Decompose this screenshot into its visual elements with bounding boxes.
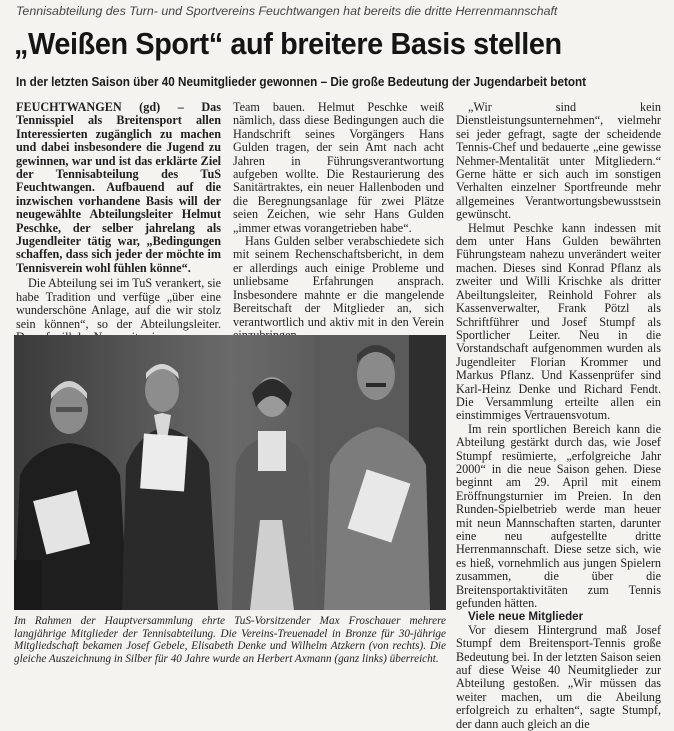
award-photo-illustration bbox=[14, 335, 446, 610]
body-paragraph: Helmut Peschke kann indessen mit dem unter Hans Gulden bewährten Führungsteam nahezu unverändert weiter machen. Dieses sind Konrad Pflanz als zweiter und Willi Krischke als dritter Abeiltungsleiter, Reinhold Fohrer als Kassenverwalter, Frank Pötzl als Schriftführer und Josef Stumpf als Sportlicher Leiter. Neu in die Vorstandschaft aufgenommen wurden als Jugendleiter Florian Krommer und Markus Pflanz. Und Kassenprüfer sind Karl-Heinz Denke und Richard Fendt. Die Versammlung erteilte allen ein einstimmiges Vertrauensvotum. bbox=[456, 220, 661, 423]
lead-paragraph bbox=[16, 101, 221, 275]
section-subheading: Viele neue Mitglieder bbox=[468, 610, 584, 624]
body-paragraph: Team bauen. Helmut Peschke weiß nämlich, dass diese Bedingungen auch die Handschrift seines Vorgängers Hans Gulden tragen, der sein Amt nach acht Jahren in Führungsverantwortung aufgeben wollte. Die Restaurierung des Sanitärtraktes, ein neuer Hallenboden und die Beregnungsanlage für zwei Plätze seien Zeichen, wie sehr Hans Gulden „immer etwas vorangetrieben habe“. bbox=[233, 100, 444, 235]
article-column-3 bbox=[456, 101, 661, 731]
lead-text: Das Tennisspiel als Breitensport allen Interessierten zugänglich zu machen und dabei insbesondere die Jugend zu gewinnen, war und ist das erklärte Ziel der Tennisabteilung des TuS Feuchtwangen. Aufbauend auf die inzwischen vorhandene Basis will der neugewählte Abteilungsleiter Helmut Peschke, der selber jahrelang als Jugendleiter tätig war, „Bedingungen schaffen, dass sich jeder der möchte im Tennisverein wohl fühlen könne“. bbox=[16, 100, 221, 275]
dateline: FEUCHTWANGEN (gd) – bbox=[16, 100, 184, 114]
chair bbox=[14, 560, 42, 610]
body-paragraph: Die Abteilung sei im TuS verankert, sie habe Tradition und verfüge „über eine wunderschöne Anlage, auf die wir stolz sein können“, so der Abteilungsleiter. bbox=[16, 276, 221, 331]
article-kicker: Tennisabteilung des Turn- und Sportvereins Feuchtwangen hat bereits die dritte Herrenmannschaft bbox=[16, 4, 558, 18]
article-column-2 bbox=[233, 101, 444, 342]
article-headline: „Weißen Sport“ auf breitere Basis stellen bbox=[14, 27, 562, 61]
award-photo bbox=[14, 335, 446, 610]
body-paragraph: Vor diesem Hintergrund maß Josef Stumpf dem Breitensport-Tennis große Bedeutung bei. In der letzten Saison seien auf diese Weise 40 Neumitglieder zur Abteilung gestoßen. „Wir müssen das weiter machen, um die Abeilung erfolgreich zu erhalten“, sagte Stumpf, der dann auch gleich an die bbox=[456, 622, 661, 731]
article-subhead: In der letzten Saison über 40 Neumitglieder gewonnen – Die große Bedeutung der Jugendarbeit betont bbox=[16, 75, 587, 89]
body-paragraph: Hans Gulden selber verabschiedete sich mit seinem Rechenschaftsbericht, in dem er allerdings auch einige Probleme und unliebsame Erfahrungen ansprach. Insbesondere mahnte er die mangelende Bereitschaft der Mitglieder an, sich verantwortlich und aktiv mit in den Verein bbox=[233, 234, 444, 329]
photo-caption: Im Rahmen der Hauptversammlung ehrte TuS-Vorsitzender Max Froschauer mehrere langjährige Mitglieder der Tennisabteilung. Die Vereins-Treuenadel in Bronze für 30-jährige Mitgliedschaft bekamen Josef Gebele, Elisabeth Denke und Wilhelm Atzkern (von rechts). Die gleiche Auszeichnung in Silber für 40 Jahre wurde an Herbert Axmann (ganz links) überreicht. bbox=[14, 615, 446, 665]
body-paragraph: Im rein sportlichen Bereich kann die Abteilung gestärkt durch das, wie Josef Stumpf resümierte, „erfolgreiche Jahr 2000“ in die neue Saison gehen. Diese beginnt am 29. April mit einem Eröffnungsturnier im Preien. In den Runden-Spielbetrieb werde man heuer mit neun Mannschaften starten, darunter eine neu aufgestellte dritte Herrenmannschaft. Diese setze sich, wie es hieß, vornehmlich aus jungen Spielern zusammen, die über die Breitensportaktivitäten zum Tennis gefunden hätten. bbox=[456, 421, 661, 611]
body-paragraph: „Wir sind kein Dienstleistungsunternehmen“, vielmehr sei jeder gefragt, sagte der scheidende Tennis-Chef und bedauerte „eine gewisse Nehmer-Mentalität unter Mitgliedern.“ Gerne hätte er sich auch im sonstigen Verhalten einzelner Sportfreunde mehr allgemeines Verantwortungsbewusstsein gewünscht. bbox=[456, 100, 661, 222]
article-column-1 bbox=[16, 101, 221, 344]
